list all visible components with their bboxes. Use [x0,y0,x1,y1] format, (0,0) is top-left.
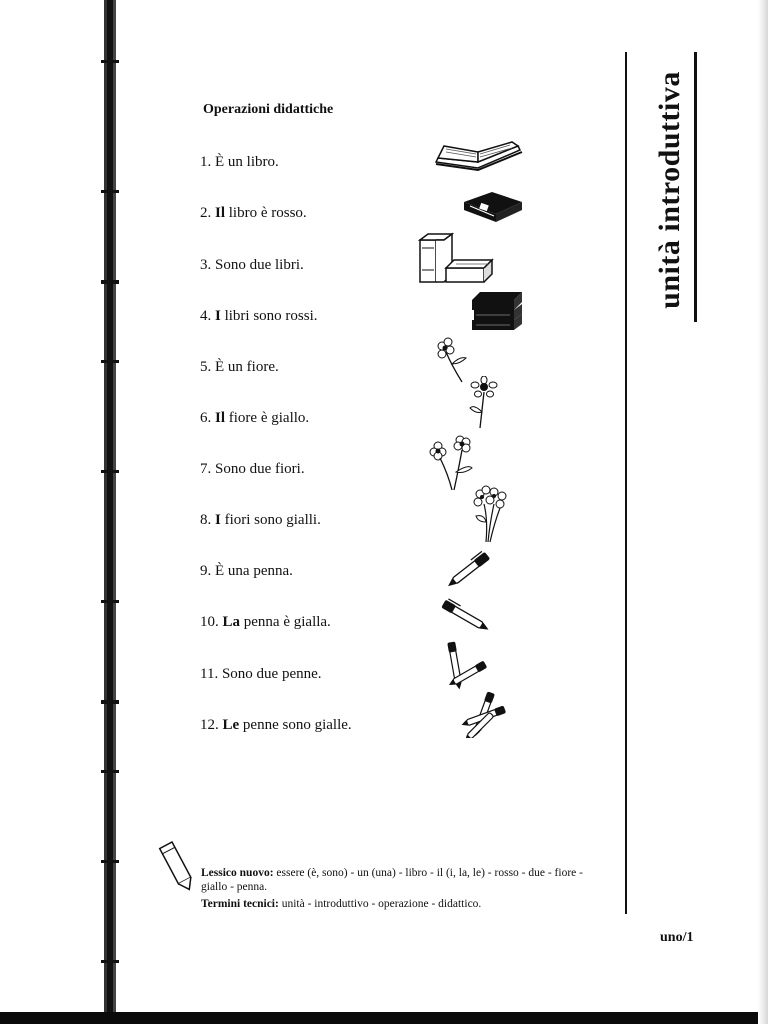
list-item: 2. Il libro è rosso. [200,205,307,221]
technical-terms: Termini tecnici: unità - introduttivo - operazione - didattico. [201,898,482,910]
page-number: uno/1 [660,930,694,945]
list-item: 12. Le penne sono gialle. [200,717,352,733]
pens-bunch-icon [456,680,516,738]
list-item: 10. La penna è gialla. [200,614,331,630]
new-vocabulary: Lessico nuovo: essere (è, sono) - un (una) - libro - il (i, la, le) - rosso - due - fiore - giallo - penna. [201,867,583,893]
list-item: 7. Sono due fiori. [200,461,305,477]
two-books-icon [416,230,494,286]
heading-rule [694,52,697,322]
vocabulary-notes [201,866,611,911]
pencil-icon [158,838,198,894]
pen-icon [446,546,498,590]
open-book-icon [432,140,524,174]
right-page-edge [758,0,768,1024]
pen-icon [438,598,492,634]
stacked-books-icon [470,290,526,332]
list-item: 9. È una penna. [200,563,293,579]
list-item: 8. I fiori sono gialli. [200,512,321,528]
list-item: 1. È un libro. [200,154,279,170]
margin-rule [625,52,627,914]
list-item: 11. Sono due penne. [200,666,322,682]
two-flowers-icon [428,432,478,492]
unit-heading: unità introduttiva [653,71,686,309]
list-item: 5. È un fiore. [200,359,279,375]
daisy-icon [466,376,502,430]
section-title: Operazioni didattiche [203,102,334,117]
list-item: 6. Il fiore è giallo. [200,410,310,426]
binding-spine [98,0,122,1024]
bottom-edge [0,1012,768,1024]
closed-book-icon [462,190,524,224]
flower-bunch-icon [470,484,510,544]
list-item: 3. Sono due libri. [200,257,304,273]
list-item: 4. I libri sono rossi. [200,308,318,324]
